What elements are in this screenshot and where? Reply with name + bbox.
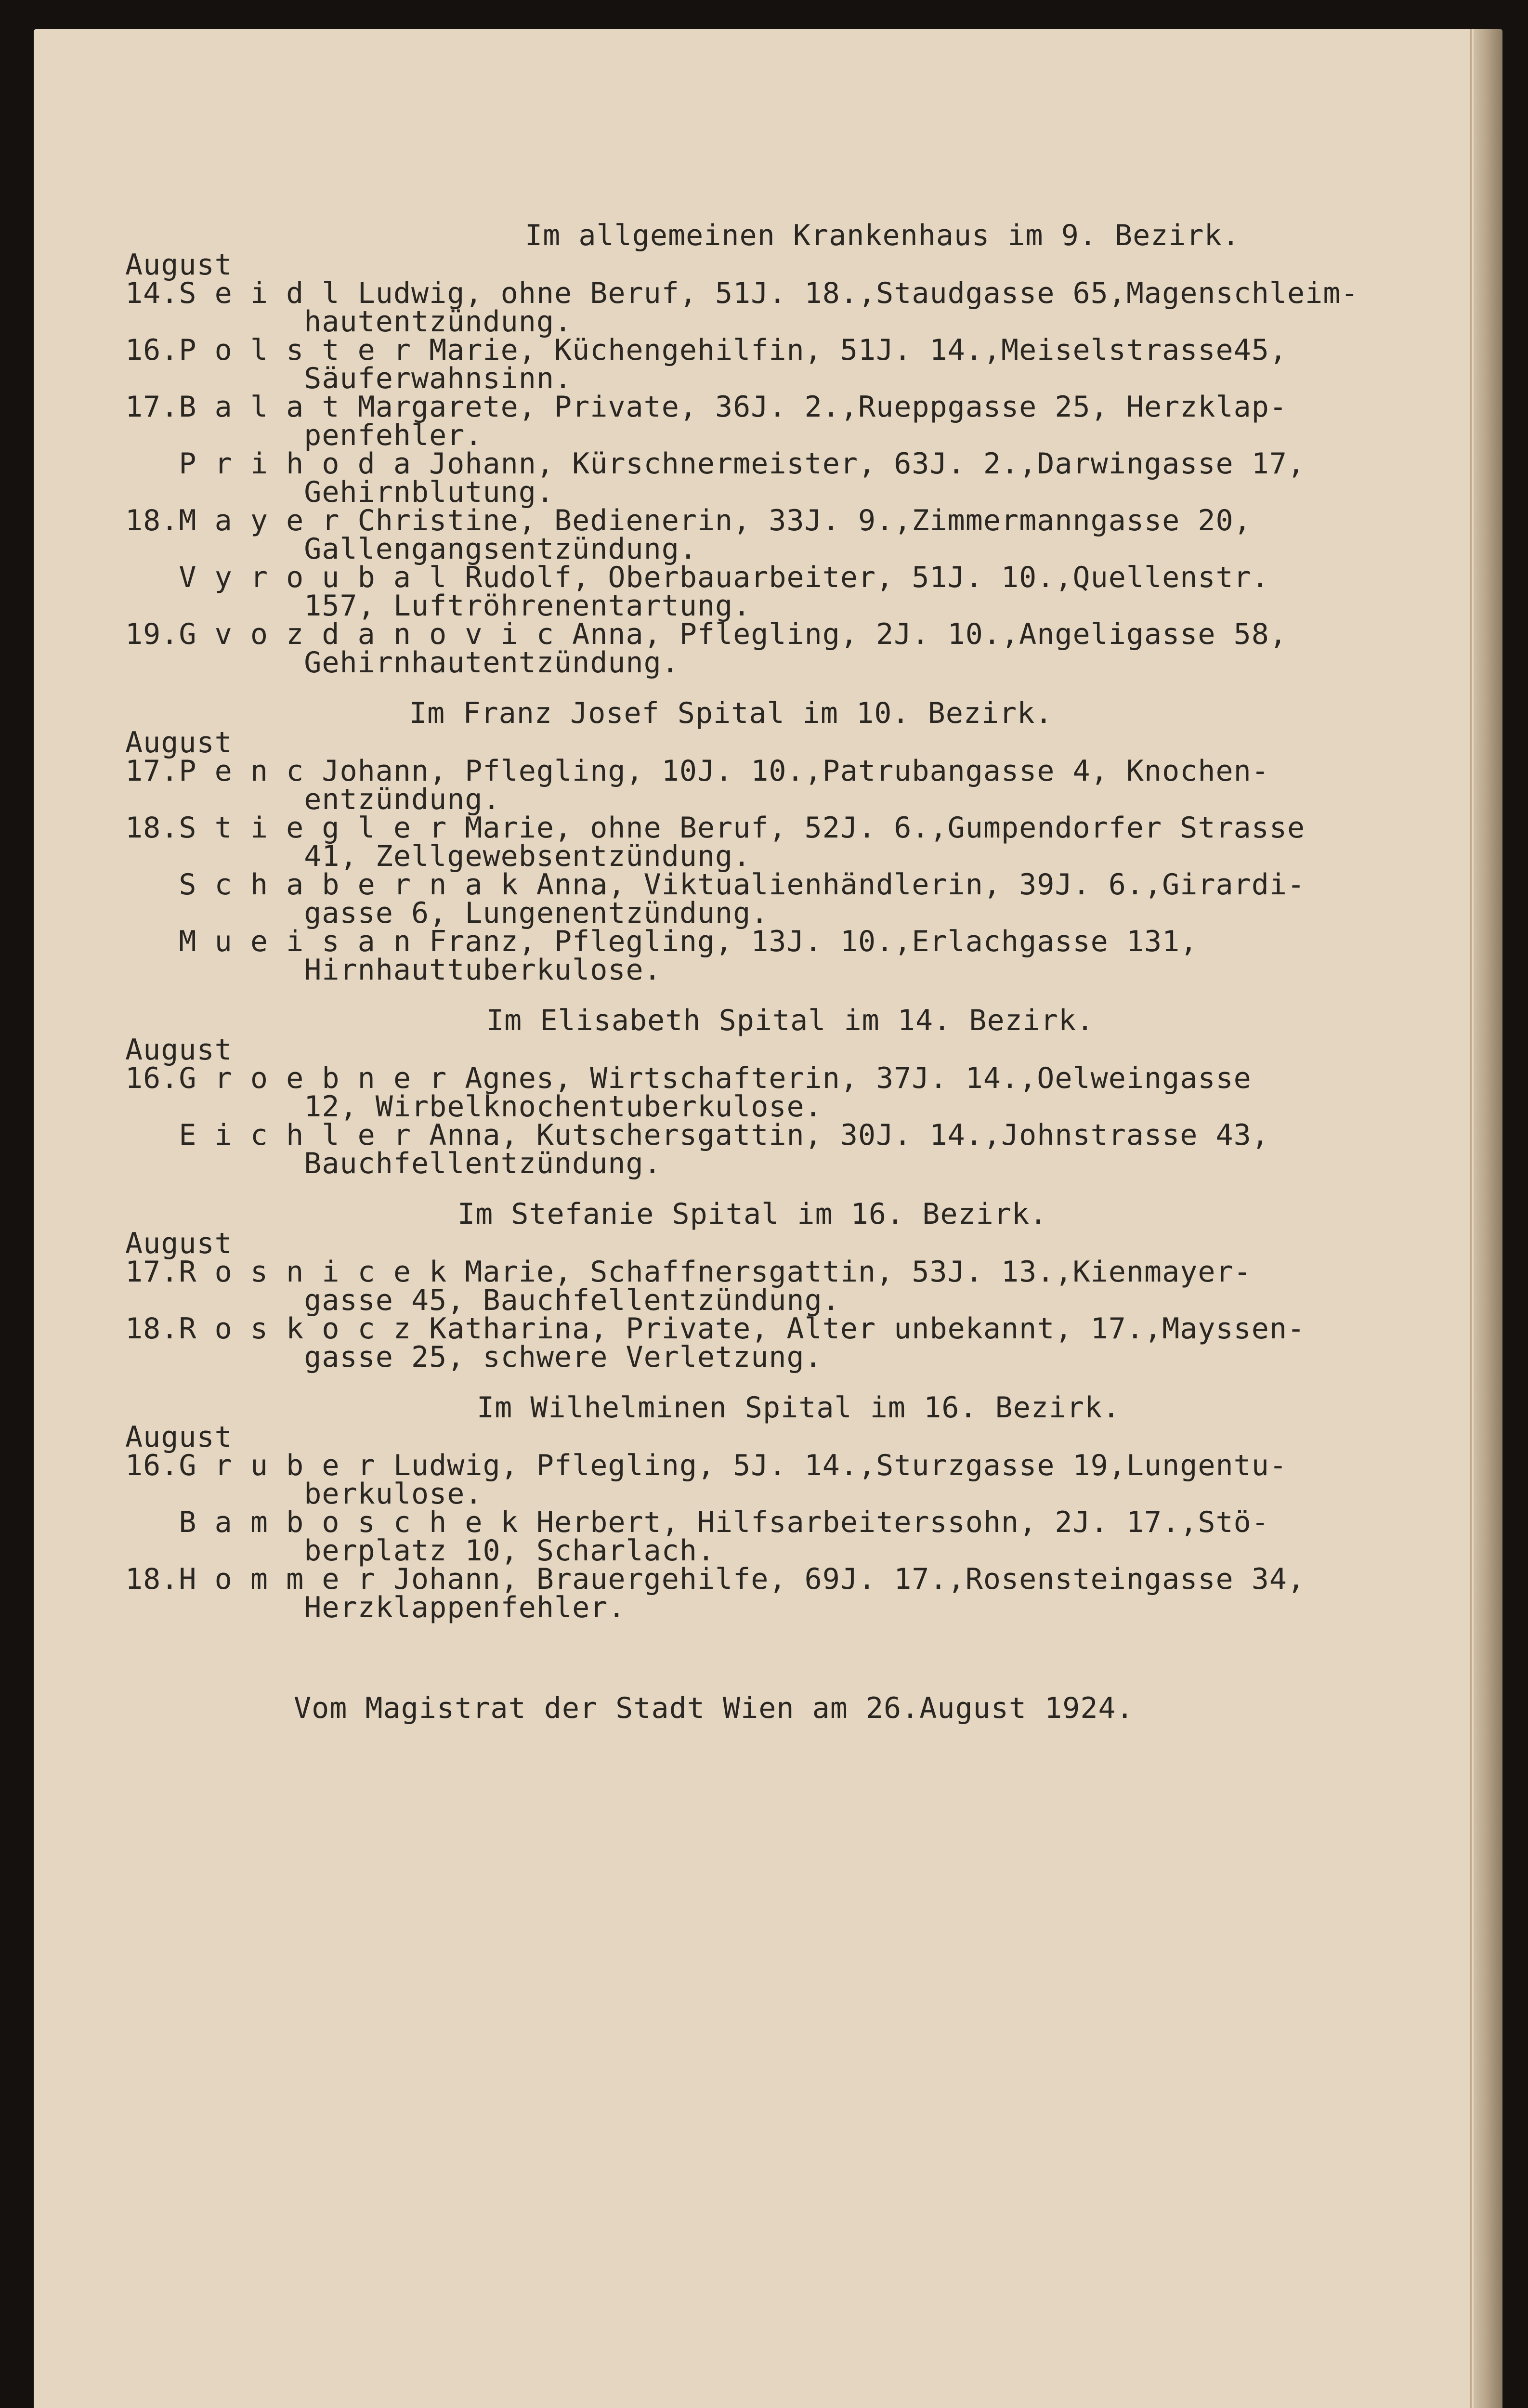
entry-line: 41, Zellgewebsentzündung. [125,839,751,873]
entry-line: E i c h l e r Anna, Kutschersgattin, 30J. 14.,Johnstrasse 43, [125,1118,1269,1152]
month-label: August [125,248,233,282]
entry-line: P r i h o d a Johann, Kürschnermeister, 63J. 2.,Darwingasse 17, [125,447,1306,481]
entry-line: 19.G v o z d a n o v i c Anna, Pflegling, 2J. 10.,Angeligasse 58, [125,617,1287,651]
entry-line: 18.H o m m e r Johann, Brauergehilfe, 69J. 17.,Rosensteingasse 34, [125,1562,1306,1596]
section-title: Im allgemeinen Krankenhaus im 9. Bezirk. [525,219,1240,252]
section-title: Im Wilhelminen Spital im 16. Bezirk. [477,1391,1121,1425]
entry-line: B a m b o s c h e k Herbert, Hilfsarbeiterssohn, 2J. 17.,Stö- [125,1505,1269,1539]
entry-line: gasse 6, Lungenentzündung. [125,896,769,930]
entry-line: M u e i s a n Franz, Pflegling, 13J. 10.,Erlachgasse 131, [125,925,1198,958]
month-label: August [125,1033,233,1067]
section-title: Im Elisabeth Spital im 14. Bezirk. [486,1004,1095,1037]
section-franz-josef-spital [125,696,1483,987]
section-wilhelminen-spital [125,1391,1483,1624]
entry-line: V y r o u b a l Rudolf, Oberbauarbeiter, 51J. 10.,Quellenstr. [125,561,1269,594]
entry-line: 12, Wirbelknochentuberkulose. [125,1090,823,1124]
entry-line: Hirnhauttuberkulose. [125,953,662,987]
section-elisabeth-spital [125,1004,1483,1180]
entry-line: entzündung. [125,783,501,816]
entry-line: 157, Luftröhrenentartung. [125,589,751,623]
entry-line: 16.P o l s t e r Marie, Küchengehilfin, 51J. 14.,Meiselstrasse45, [125,333,1287,367]
entry-line: 18.M a y e r Christine, Bedienerin, 33J. 9.,Zimmermanngasse 20, [125,504,1252,537]
entry-line: gasse 45, Bauchfellentzündung. [125,1283,840,1317]
entry-line: Gehirnblutung. [125,475,554,509]
entry-line: 17.R o s n i c e k Marie, Schaffnersgattin, 53J. 13.,Kienmayer- [125,1255,1252,1289]
month-label: August [125,1420,233,1454]
entry-line: 17.B a l a t Margarete, Private, 36J. 2.,Rueppgasse 25, Herzklap- [125,390,1287,424]
entry-line: Gallengangsentzündung. [125,532,697,566]
document-text [125,219,1483,1725]
entry-line: gasse 25, schwere Verletzung. [125,1340,823,1374]
section-title: Im Franz Josef Spital im 10. Bezirk. [409,696,1053,730]
entry-line: 18.R o s k o c z Katharina, Private, Alter unbekannt, 17.,Mayssen- [125,1312,1306,1346]
section-title: Im Stefanie Spital im 16. Bezirk. [457,1197,1048,1231]
entry-line: hautentzündung. [125,305,573,339]
signature-line: Vom Magistrat der Stadt Wien am 26.August 1924. [294,1691,1134,1725]
entry-line: 18.S t i e g l e r Marie, ohne Beruf, 52J. 6.,Gumpendorfer Strasse [125,811,1306,845]
entry-line: 14.S e i d l Ludwig, ohne Beruf, 51J. 18.,Staudgasse 65,Magenschleim- [125,276,1359,310]
entry-line: S c h a b e r n a k Anna, Viktualienhändlerin, 39J. 6.,Girardi- [125,868,1306,902]
entry-line: berkulose. [125,1477,483,1511]
month-label: August [125,1227,233,1260]
section-stefanie-spital [125,1197,1483,1374]
month-label: August [125,726,233,759]
entry-line: Herzklappenfehler. [125,1591,626,1624]
entry-line: berplatz 10, Scharlach. [125,1534,716,1568]
document-page [34,29,1502,2408]
entry-line: Säuferwahnsinn. [125,362,573,395]
entry-line: Bauchfellentzündung. [125,1147,662,1180]
entry-line: Gehirnhautentzündung. [125,646,679,680]
entry-line: 16.G r o e b n e r Agnes, Wirtschafterin, 37J. 14.,Oelweingasse [125,1061,1252,1095]
entry-line: penfehler. [125,419,483,452]
entry-line: 17.P e n c Johann, Pflegling, 10J. 10.,Patrubangasse 4, Knochen- [125,754,1269,788]
entry-line: 16.G r u b e r Ludwig, Pflegling, 5J. 14.,Sturzgasse 19,Lungentu- [125,1449,1287,1482]
section-allgemeines-krankenhaus [125,219,1483,680]
